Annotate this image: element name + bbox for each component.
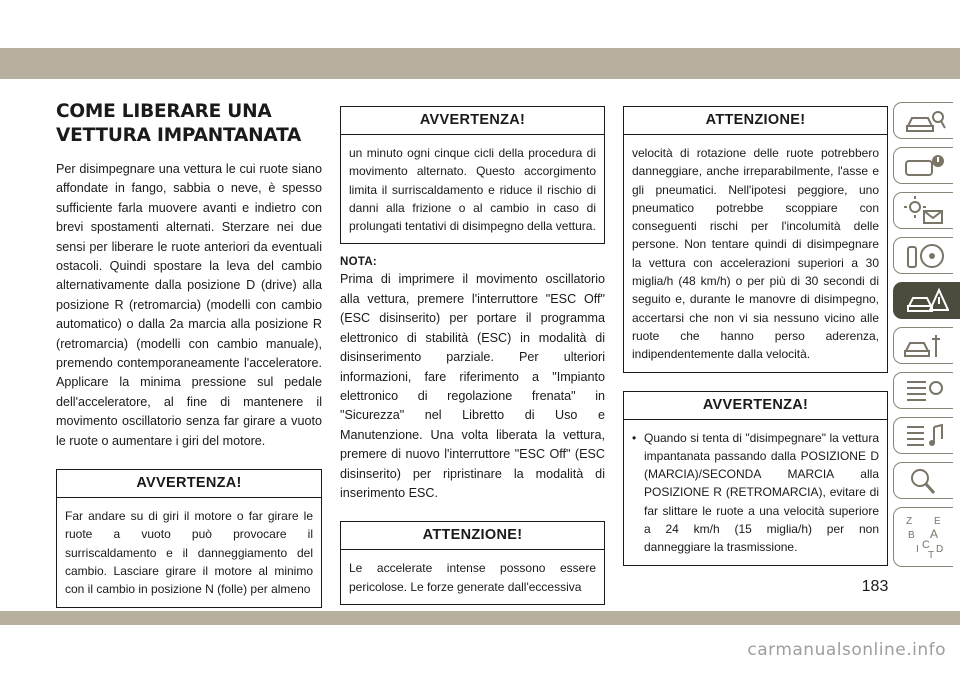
warning-box-1: [56, 469, 322, 607]
index-search-icon: [902, 466, 946, 496]
column-2: [340, 106, 605, 605]
warning2-bullet: [632, 429, 879, 557]
tab-safety[interactable]: [893, 192, 953, 229]
warning2-bullet-text: Quando si tenta di "disimpegnare" la vettura impantanata passando dalla POSIZIONE D (MARCIA)/SECONDA MARCIA alla POSIZIONE R (RETROMARCIA), evitare di far slittare le ruote a una velocità superiore a 24 km/h (15 miglia/h) per non danneggiare la trasmissione.: [644, 430, 879, 555]
warning-box-1-continued: [340, 106, 605, 244]
tab-servicing[interactable]: [893, 327, 953, 364]
car-info-icon: [902, 106, 946, 136]
caution-box-1-continued: [623, 106, 888, 373]
warning-box-2: [623, 391, 888, 566]
starting-driving-icon: [902, 241, 946, 271]
svg-text:E: E: [933, 516, 941, 527]
header-stripe: [0, 48, 960, 79]
tab-index-search[interactable]: [893, 462, 953, 499]
footer-band: [0, 611, 960, 625]
header-band: [0, 0, 960, 79]
tab-car-info[interactable]: [893, 102, 953, 139]
caution-text-part1: Le accelerate intense possono essere pericolose. Le forze generate dall'eccessiva: [349, 561, 596, 594]
svg-text:I: I: [915, 544, 919, 555]
tab-alphabet-index[interactable]: [893, 507, 953, 567]
alphabet-index-icon: [902, 511, 946, 563]
tab-technical-data[interactable]: [893, 372, 953, 409]
technical-data-icon: [902, 376, 946, 406]
tab-starting-driving[interactable]: [893, 237, 953, 274]
svg-text:D: D: [935, 544, 943, 555]
warning-heading-continued: AVVERTENZA!: [341, 107, 604, 135]
note-text: Prima di imprimere il movimento oscillatorio alla vettura, premere l'interruttore "ESC Off" (ESC disinserito) per portare il programma elettronico di stabilità (ESC) in modalità di disinserimento parziale. Per ulteriori informazioni, fare riferimento a "Impianto elettronico di regolazione frenata" in "Sicurezza" nel Libretto di Uso e Manutenzione. Una volta liberata la vettura, premere di nuovo l'interruttore "ESC Off" (ESC disinserito) per ripristinare la modalità di inserimento ESC.: [340, 272, 605, 500]
warning-heading: AVVERTENZA!: [57, 470, 321, 498]
intro-paragraph: Per disimpegnare una vettura le cui ruote siano affondate in fango, sabbia o neve, è spesso sufficiente farla muovere avanti e indietro con brevi spostamenti alternati. Sterzare nei due sensi per liberare le ruote anteriori da eventuali ostacoli. Quindi spostare la leva del cambio alternativamente dalla posizione D (drive) alla posizione R (retromarcia) (modelli con cambio automatico) o dalla 2a marcia alla posizione R (retromarcia) (modelli con cambio manuale), premendo contemporaneamente l'acceleratore. Applicare la minima pressione sul pedale dell'acceleratore, al fine di mantenere il movimento oscillatorio senza far girare a vuoto le ruote o aumentare i giri del motore.: [56, 162, 322, 448]
column-1: [56, 100, 322, 608]
section-title: [56, 100, 322, 148]
watermark: carmanualsonline.info: [747, 640, 946, 660]
svg-text:A: A: [929, 527, 938, 541]
caution-text-part2: velocità di rotazione delle ruote potrebbero danneggiare, anche irreparabilmente, l'asse e gli pneumatici. Nell'ipotesi peggiore, uno pneumatico potrebbe scoppiare con conseguenti rischi per l'incolumità delle persone. Non tentare quindi di disimpegnare la vettura con accelerazioni superiori a 30 miglia/h (48 km/h) o per più di 30 secondi di seguito e, durante le manovre di disimpegno, accertarsi che non vi sia nessuno vicino alle ruote che hanno perso aderenza, indipendentemente dalla velocità.: [632, 146, 879, 362]
caution-box-1: [340, 521, 605, 605]
column-3: [623, 106, 888, 566]
caution-heading-continued: ATTENZIONE!: [624, 107, 887, 135]
page-number: 183: [861, 578, 889, 595]
multimedia-icon: [902, 421, 946, 451]
caution-heading: ATTENZIONE!: [341, 522, 604, 550]
tab-emergency[interactable]: [893, 282, 960, 319]
section-title-line2: VETTURA IMPANTANATA: [56, 125, 302, 146]
emergency-car-icon: [905, 286, 949, 316]
tab-multimedia[interactable]: [893, 417, 953, 454]
dashboard-warning-icon: [902, 151, 946, 181]
tab-dashboard[interactable]: [893, 147, 953, 184]
servicing-icon: [902, 331, 946, 361]
svg-text:Z: Z: [905, 516, 912, 527]
section-title-line1: COME LIBERARE UNA: [56, 101, 272, 122]
svg-text:C: C: [921, 539, 930, 551]
warning2-heading: AVVERTENZA!: [624, 392, 887, 420]
note-label: NOTA:: [340, 256, 378, 269]
bullet-mark: •: [632, 430, 637, 445]
warning-text-part1: Far andare su di giri il motore o far girare le ruote a vuoto può provocare il surriscaldamento e il danneggiamento del cambio. Lasciare girare il motore al minimo con il cambio in posizione N (folle) per almeno: [65, 509, 313, 597]
warning-text-part2: un minuto ogni cinque cicli della procedura di movimento alternato. Questo accorgimento limita il surriscaldamento e riduce il rischio di danni alla frizione o al cambio in caso di prolungati tentativi di disimpegno della vettura.: [349, 146, 596, 234]
safety-icon: [902, 196, 946, 226]
svg-text:B: B: [907, 530, 915, 541]
svg-text:T: T: [927, 550, 934, 561]
